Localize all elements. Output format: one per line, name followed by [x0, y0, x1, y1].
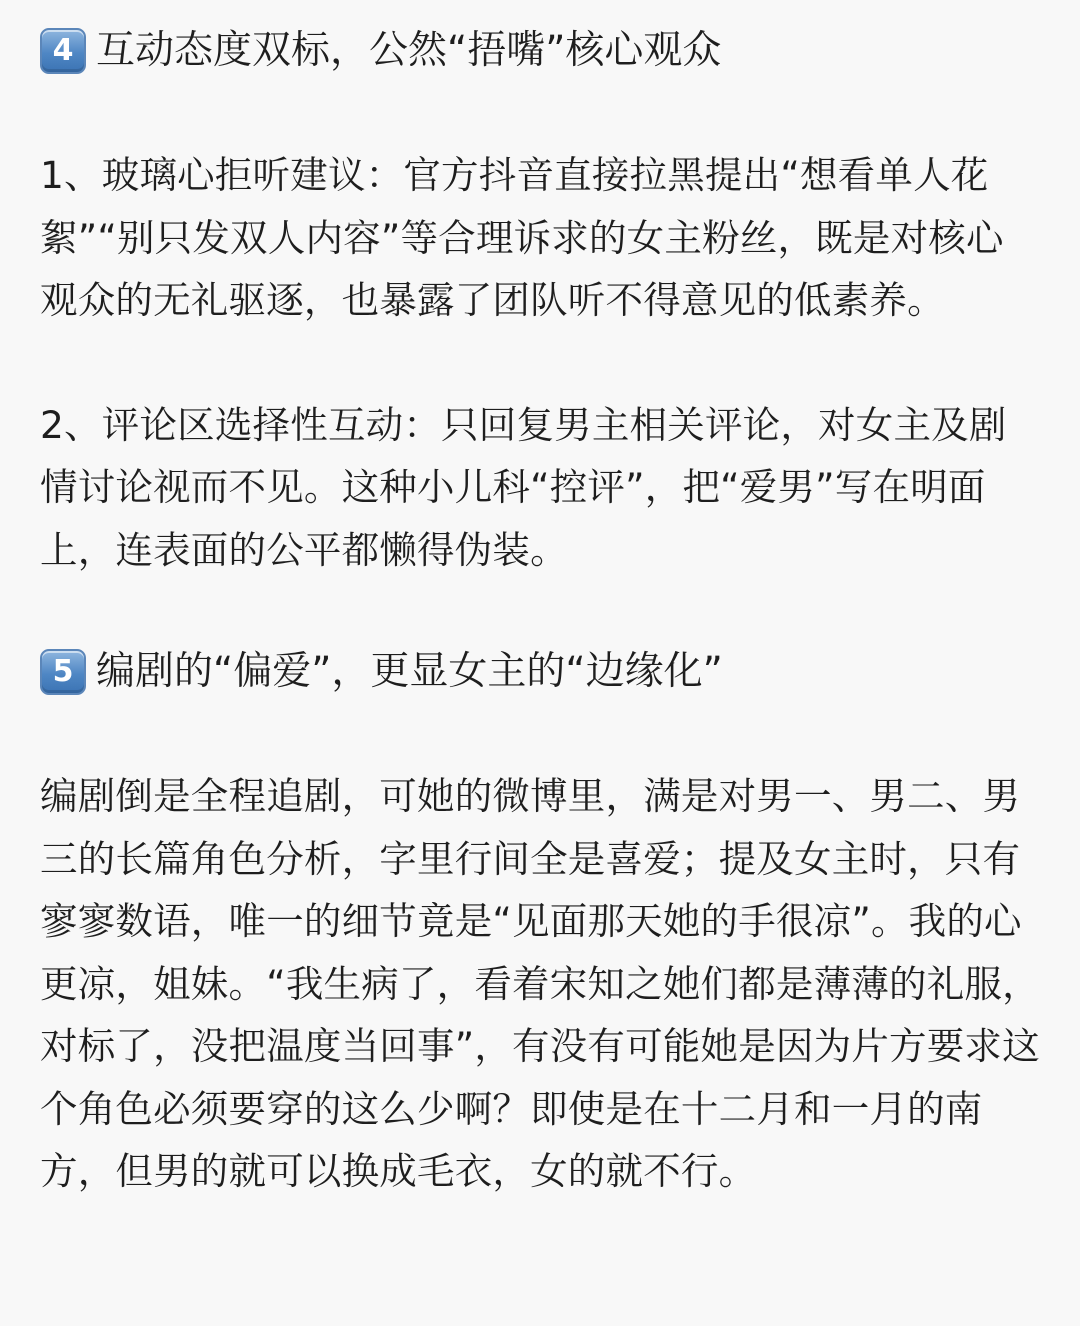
section-4-paragraph-1: 1、玻璃心拒听建议：官方抖音直接拉黑提出“想看单人花絮”“别只发双人内容”等合理诉求的女主粉丝，既是对核心观众的无礼驱逐，也暴露了团队听不得意见的低素养。 [40, 153, 1004, 322]
section-5-heading [40, 641, 1040, 703]
section-4-paragraph-2: 2、评论区选择性互动：只回复男主相关评论，对女主及剧情讨论视而不见。这种小儿科“控评”，把“爱男”写在明面上，连表面的公平都懒得伪装。 [40, 402, 1007, 572]
section-4-heading-text: 互动态度双标，公然“捂嘴”核心观众 [96, 28, 722, 73]
keycap-4-icon: 4 [40, 28, 86, 74]
section-5-heading-text: 编剧的“偏爱”，更显女主的“边缘化” [96, 649, 723, 694]
keycap-5-icon: 5 [40, 649, 86, 695]
section-5-paragraph-1: 编剧倒是全程追剧，可她的微博里，满是对男一、男二、男三的长篇角色分析，字里行间全是喜爱；提及女主时，只有寥寥数语，唯一的细节竟是“见面那天她的手很凉”。我的心更凉，姐妹。“我生病了，看着宋知之她们都是薄薄的礼服，对标了，没把温度当回事”，有没有可能她是因为片方要求这个角色必须要穿的这么少啊？即使是在十二月和一月的南方，但男的就可以换成毛衣，女的就不行。 [40, 774, 1040, 1193]
section-4-heading [40, 20, 1040, 82]
